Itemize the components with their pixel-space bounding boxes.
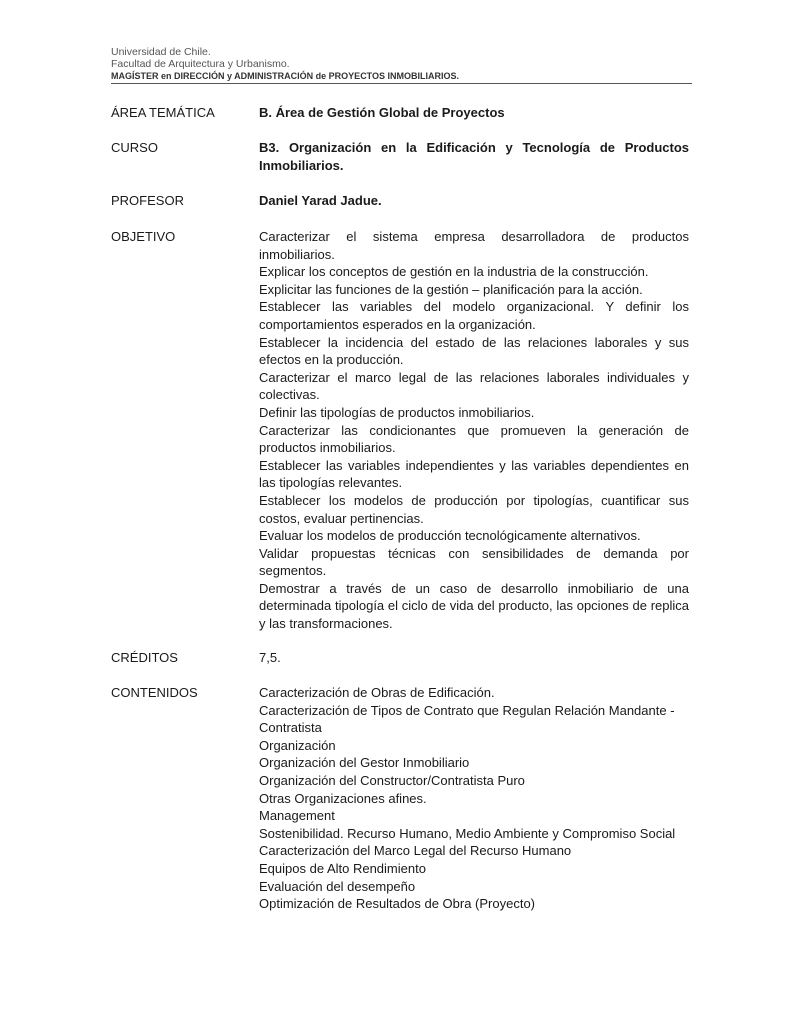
contenido-item: Management <box>259 808 335 824</box>
curso-label: CURSO <box>111 140 158 155</box>
curso-value: B3. Organización en la Edificación y Tecnología de Productos Inmobiliarios. <box>259 140 689 173</box>
objetivo-item: Explicitar las funciones de la gestión – planificación para la acción. <box>259 281 643 297</box>
profesor-value: Daniel Yarad Jadue. <box>259 193 382 208</box>
contenido-item: Organización del Gestor Inmobiliario <box>259 755 470 771</box>
objetivo-item: Definir las tipologías de productos inmobiliarios. <box>259 404 535 420</box>
contenido-item: Sostenibilidad. Recurso Humano, Medio Ambiente y Compromiso Social <box>259 825 676 841</box>
header-divider <box>111 83 692 84</box>
program-name: MAGÍSTER en DIRECCIÓN y ADMINISTRACIÓN de PROYECTOS INMOBILIARIOS. <box>111 71 460 81</box>
objetivo-item: Caracterizar el marco legal de las relaciones laborales individuales y colectivas. <box>259 369 689 403</box>
contenido-item: Caracterización de Tipos de Contrato que Regulan Relación Mandante - Contratista <box>259 702 675 736</box>
contenido-item: Optimización de Resultados de Obra (Proyecto) <box>259 896 536 912</box>
page-header <box>111 46 692 84</box>
objetivo-label: OBJETIVO <box>111 229 176 244</box>
contenido-item: Organización del Constructor/Contratista Puro <box>259 772 525 788</box>
creditos-label: CRÉDITOS <box>111 650 178 665</box>
objetivo-item: Demostrar a través de un caso de desarrollo inmobiliario de una determinada tipología el ciclo de vida del producto, las opciones de replica y las transformaciones. <box>259 580 689 632</box>
area-value: B. Área de Gestión Global de Proyectos <box>259 105 505 120</box>
objetivo-list <box>259 228 689 633</box>
objetivo-item: Caracterizar el sistema empresa desarrolladora de productos inmobiliarios. <box>259 229 689 262</box>
contenido-item: Otras Organizaciones afines. <box>259 790 427 806</box>
objetivo-item: Evaluar los modelos de producción tecnológicamente alternativos. <box>259 528 641 544</box>
university-name: Universidad de Chile. <box>111 46 211 58</box>
objetivo-item: Validar propuestas técnicas con sensibilidades de demanda por segmentos. <box>259 545 689 579</box>
objetivo-item: Caracterizar las condicionantes que promueven la generación de productos inmobiliarios. <box>259 422 689 456</box>
creditos-value: 7,5. <box>259 650 281 665</box>
faculty-name: Facultad de Arquitectura y Urbanismo. <box>111 58 290 70</box>
objetivo-item: Establecer las variables del modelo organizacional. Y definir los comportamientos esperados en la organización. <box>259 299 689 332</box>
objetivo-item: Establecer los modelos de producción por tipologías, cuantificar sus costos, evaluar pertinencias. <box>259 492 689 526</box>
contenido-item: Organización <box>259 737 336 753</box>
area-label: ÁREA TEMÁTICA <box>111 105 215 120</box>
contenido-item: Caracterización de Obras de Edificación. <box>259 685 495 700</box>
profesor-label: PROFESOR <box>111 193 184 208</box>
contenido-item: Evaluación del desempeño <box>259 878 416 894</box>
contenido-item: Equipos de Alto Rendimiento <box>259 860 426 876</box>
objetivo-item: Establecer la incidencia del estado de las relaciones laborales y sus efectos en la producción. <box>259 334 689 368</box>
contenidos-label: CONTENIDOS <box>111 685 198 700</box>
objetivo-item: Explicar los conceptos de gestión en la industria de la construcción. <box>259 264 649 280</box>
contenido-item: Caracterización del Marco Legal del Recurso Humano <box>259 843 572 859</box>
objetivo-item: Establecer las variables independientes y las variables dependientes en las tipologías relevantes. <box>259 457 689 491</box>
contenidos-list <box>259 684 689 913</box>
